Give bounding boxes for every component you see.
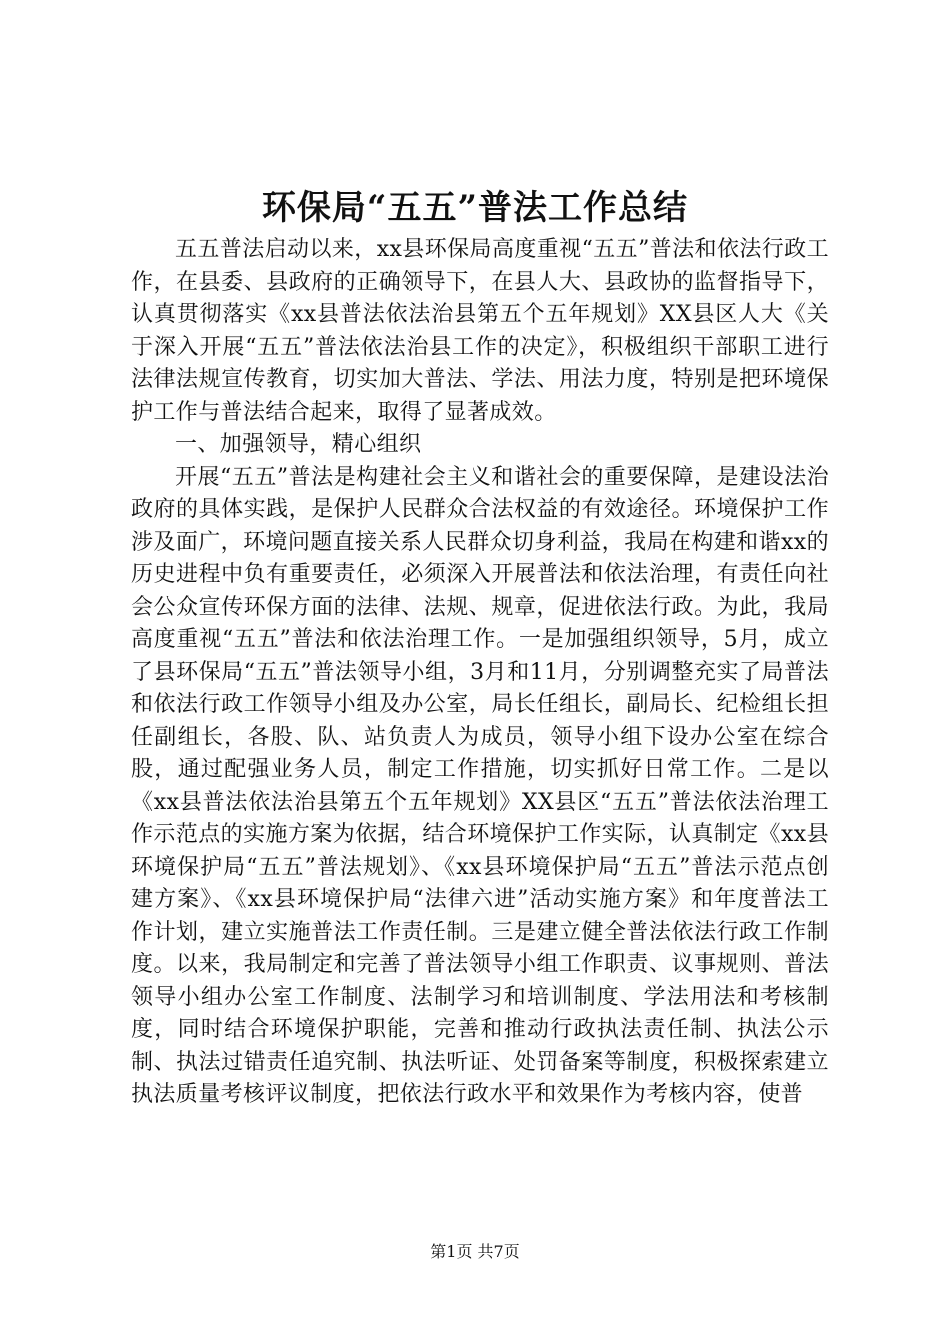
document-title: 环保局“五五”普法工作总结 [261,188,689,228]
paragraph-section-1: 开展“五五”普法是构建社会主义和谐社会的重要保障，是建设法治政府的具体实践，是保护人民群众合法权益的有效途径。环境保护工作涉及面广，环境问题直接关系人民群众切身利益，我局在构建和谐xx的历史进程中负有重要责任，必须深入开展普法和依法治理，有责任向社会公众宣传环保方面的法律、法规、规章，促进依法行政。为此，我局高度重视“五五”普法和依法治理工作。一是加强组织领导，5月，成立了县环保局“五五”普法领导小组，3月和11月，分别调整充实了局普法和依法行政工作领导小组及办公室，局长任组长，副局长、纪检组长担任副组长，各股、队、站负责人为成员，领导小组下设办公室在综合股，通过配强业务人员，制定工作措施，切实抓好日常工作。二是以《xx县普法依法治县第五个五年规划》XX县区“五五”普法依法治理工作示范点的实施方案为依据，结合环境保护工作实际，认真制定《xx县环境保护局“五五”普法规划》、《xx县环境保护局“五五”普法示范点创建方案》、《xx县环境保护局“法律六进”活动实施方案》和年度普法工作计划，建立实施普法工作责任制。三是建立健全普法依法行政工作制度。以来，我局制定和完善了普法领导小组工作职责、议事规则、普法领导小组办公室工作制度、法制学习和培训制度、学法用法和考核制度，同时结合环境保护职能，完善和推动行政执法责任制、执法公示制、执法过错责任追究制、执法听证、处罚备案等制度，积极探索建立执法质量考核评议制度，把依法行政水平和效果作为考核内容，使普 [131,464,829,1107]
paragraph-intro: 五五普法启动以来，xx县环保局高度重视“五五”普法和依法行政工作，在县委、县政府的正确领导下，在县人大、县政协的监督指导下，认真贯彻落实《xx县普法依法治县第五个五年规划》XX县区人大《关于深入开展“五五”普法依法治县工作的决定》，积极组织干部职工进行法律法规宣传教育，切实加大普法、学法、用法力度，特别是把环境保护工作与普法结合起来，取得了显著成效。 [131,237,829,425]
page-footer: 第1页 共7页 [430,1242,520,1261]
document-body [131,234,829,1112]
section-heading: 一、加强领导，精心组织 [175,432,422,457]
